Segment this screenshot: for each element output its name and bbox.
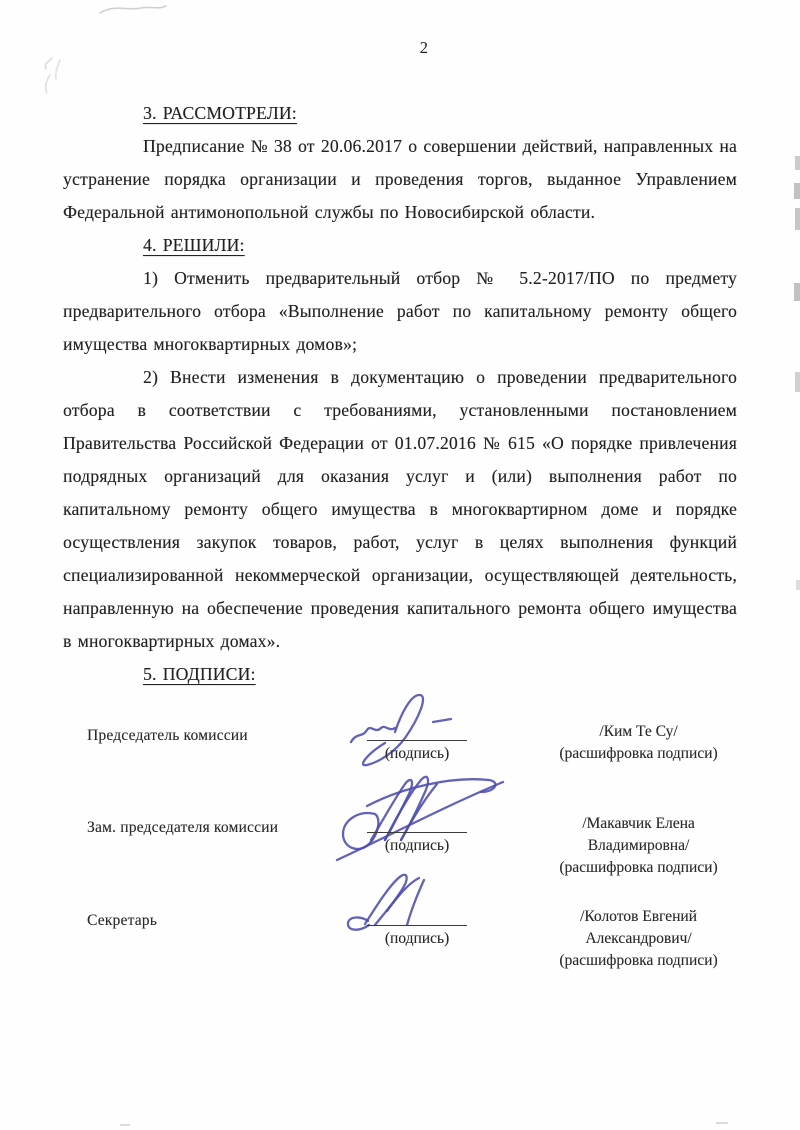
signature-role: Секретарь [87,912,158,929]
document-body [63,97,737,691]
scan-edge-artifact [120,1124,130,1126]
scan-edge-artifact [796,580,800,590]
signature-row-secretary [63,875,737,975]
scan-edge-artifact [795,372,800,392]
section-heading-reshili [63,229,737,262]
signature-transcript-caption: (расшифровка подписи) [559,745,718,762]
scan-edge-artifact [716,1122,728,1124]
signature-transcript-caption: (расшифровка подписи) [559,952,718,969]
signature-name: /Колотов Евгений Александрович/ [580,908,697,947]
scan-edge-artifact [795,156,800,170]
section-heading-text: 3. РАССМОТРЕЛИ: [143,103,297,123]
signature-name: /Ким Те Су/ [599,723,678,740]
signature-role: Председатель комиссии [87,727,248,744]
signature-line [367,832,467,833]
signature-row-deputy [63,782,737,882]
signature-transcript-caption: (расшифровка подписи) [559,859,718,876]
signature-line [367,925,467,926]
paragraph-predpisanie: Предписание № 38 от 20.06.2017 о совершении действий, направленных на устранение порядка организации и проведения торгов, выданное Управлением Федеральной антимонопольной службы по Новосибирской области. [63,136,737,222]
section-heading-podpisi [63,658,737,691]
signature-caption: (подпись) [384,745,450,762]
signature-name: /Макавчик Елена Владимировна/ [582,815,695,854]
signature-caption: (подпись) [384,837,450,854]
paragraph-decision-1: 1) Отменить предварительный отбор № 5.2-2017/ПО по предмету предварительного отбора «Выполнение работ по капитальному ремонту общего имущества многоквартирных домов»; [63,268,737,354]
section-heading-text: 4. РЕШИЛИ: [143,235,245,255]
signature-caption: (подпись) [384,930,450,947]
signature-name-block [541,721,736,765]
scan-edge-artifact [794,283,800,301]
scan-edge-artifact [794,183,800,199]
signature-line [367,740,467,741]
section-heading-text: 5. ПОДПИСИ: [143,664,256,684]
signature-name-block [541,813,736,879]
page-number: 2 [419,38,429,57]
signature-name-block [541,906,736,972]
signature-row-chairman [63,690,737,790]
section-heading-rassmotreli [63,97,737,130]
signature-role: Зам. председателя комиссии [87,819,279,836]
paragraph-decision-2: 2) Внести изменения в документацию о проведении предварительного отбора в соответствии с требованиями, установленными постановлением Правительства Российской Федерации от 01.07.2016 № 615 «О порядке привлечения подрядных организаций для оказания услуг и (или) выполнения работ по капитальному ремонту общего имущества в многоквартирном доме и порядке осуществления закупок товаров, работ, услуг в целях выполнения функций специализированной некоммерческой организации, осуществляющей деятельность, направленную на обеспечение проведения капитального ремонта общего имущества в многоквартирных домах». [63,367,737,651]
scan-edge-artifact [795,208,800,230]
